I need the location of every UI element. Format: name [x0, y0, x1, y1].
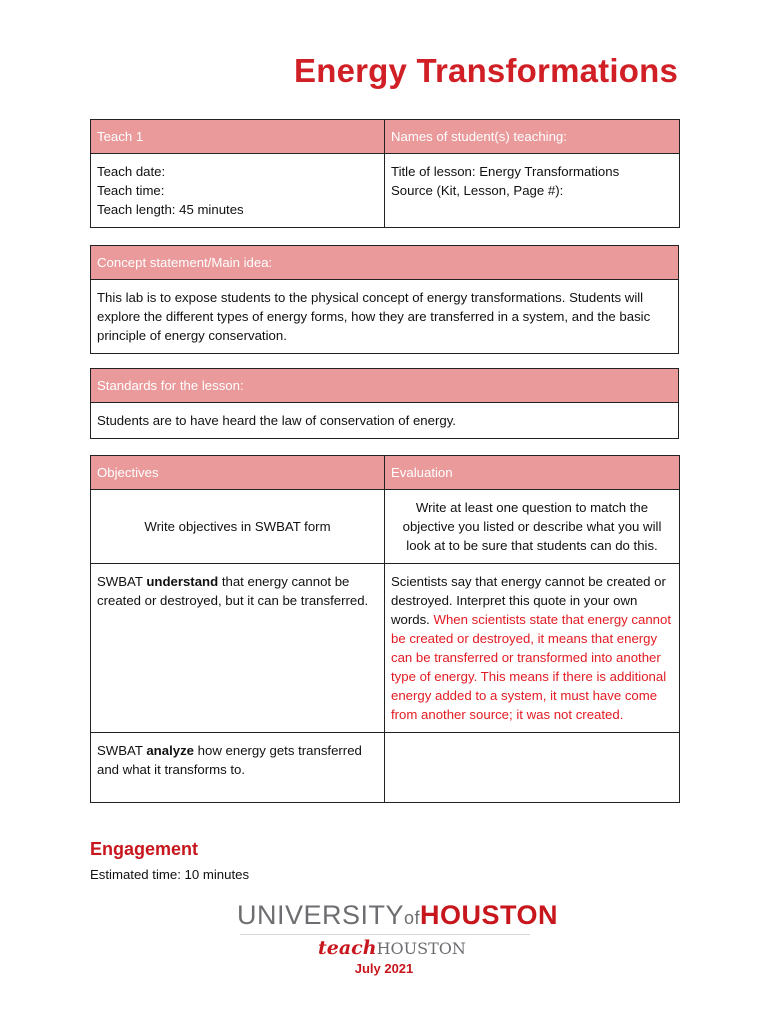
lesson-title: Title of lesson: Energy Transformations: [391, 164, 620, 179]
evaluation-header: Evaluation: [385, 456, 680, 490]
objective-2-verb: analyze: [146, 743, 194, 758]
concept-table: [90, 245, 679, 354]
teachhouston-logo: [318, 937, 466, 959]
logo-of: of: [404, 908, 421, 928]
lesson-details-cell: [385, 154, 680, 228]
teach-date: Teach date:: [97, 164, 166, 179]
teach-info-table: [90, 119, 680, 228]
objectives-table: [90, 455, 680, 803]
logo-divider: [240, 934, 530, 935]
university-of-houston-logo: [237, 900, 558, 931]
evaluation-row-2: [385, 733, 680, 803]
logo-university: UNIVERSITY: [237, 900, 405, 930]
teach-time: Teach time:: [97, 183, 165, 198]
logo-houston: HOUSTON: [420, 900, 559, 930]
teach-number-header: Teach 1: [91, 120, 385, 154]
engagement-time: Estimated time: 10 minutes: [90, 867, 250, 882]
standards-table: [90, 368, 679, 439]
concept-body: This lab is to expose students to the physical concept of energy transformations. Students will explore the different types of energy forms, how they are transferred in a system, and the basic principle of energy conservation.: [91, 280, 679, 354]
evaluation-guide: Write at least one question to match the objective you listed or describe what you will look at to be sure that students can do this.: [385, 490, 680, 564]
objectives-header: Objectives: [91, 456, 385, 490]
standards-header: Standards for the lesson:: [91, 369, 679, 403]
evaluation-1-answer: When scientists state that energy cannot be created or destroyed, it means that energy can be transferred or transformed into another type of energy. This means if there is additional energy added to a system, it must have come from another source; it was not created.: [391, 612, 672, 722]
teach-length: Teach length: 45 minutes: [97, 202, 244, 217]
concept-header: Concept statement/Main idea:: [91, 246, 679, 280]
objective-1-verb: understand: [146, 574, 219, 589]
teach-details-cell: [91, 154, 385, 228]
objective-row-2: [91, 733, 385, 803]
objective-2-prefix: SWBAT: [97, 743, 147, 758]
evaluation-row-1: [385, 564, 680, 733]
standards-body: Students are to have heard the law of conservation of energy.: [91, 403, 679, 439]
objective-1-prefix: SWBAT: [97, 574, 147, 589]
lesson-source: Source (Kit, Lesson, Page #):: [391, 183, 564, 198]
students-teaching-header: Names of student(s) teaching:: [385, 120, 680, 154]
page-title: Energy Transformations: [294, 52, 678, 89]
objective-1-text: that energy cannot be created or destroyed, but it can be transferred.: [97, 574, 369, 608]
logo-teach: teach: [318, 937, 377, 959]
logo-teach-houston: HOUSTON: [376, 939, 466, 958]
footer-date: July 2021: [354, 961, 414, 976]
engagement-heading: Engagement: [90, 839, 199, 859]
evaluation-1-question: Scientists say that energy cannot be created or destroyed. Interpret this quote in your own words.: [391, 574, 666, 627]
objectives-guide: Write objectives in SWBAT form: [91, 490, 385, 564]
objective-2-text: how energy gets transferred and what it transforms to.: [97, 743, 362, 777]
objective-row-1: [91, 564, 385, 733]
